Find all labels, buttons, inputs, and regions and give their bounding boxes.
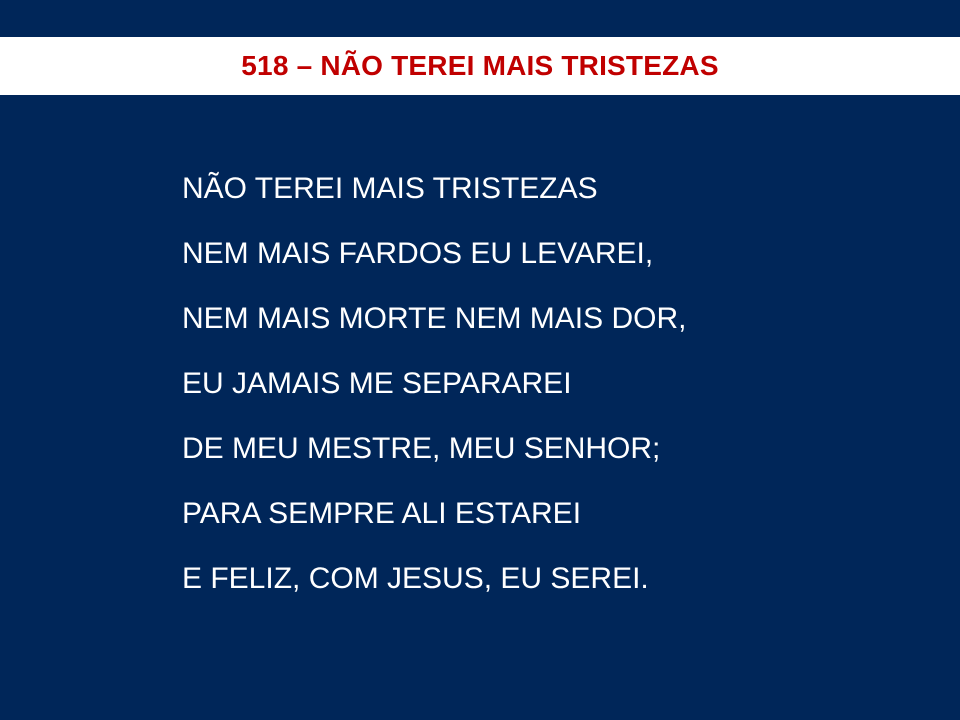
lyric-line: NÃO TEREI MAIS TRISTEZAS [182,172,598,205]
lyric-line: E FELIZ, COM JESUS, EU SEREI. [182,562,649,595]
lyrics-block [182,172,922,627]
lyric-line: DE MEU MESTRE, MEU SENHOR; [182,432,661,465]
lyric-line: PARA SEMPRE ALI ESTAREI [182,497,582,530]
title-bar [0,37,960,95]
lyric-line: NEM MAIS FARDOS EU LEVAREI, [182,237,654,270]
hymn-title: 518 – NÃO TEREI MAIS TRISTEZAS [241,50,719,81]
lyric-line: EU JAMAIS ME SEPARAREI [182,367,572,400]
lyric-line: NEM MAIS MORTE NEM MAIS DOR, [182,302,687,335]
